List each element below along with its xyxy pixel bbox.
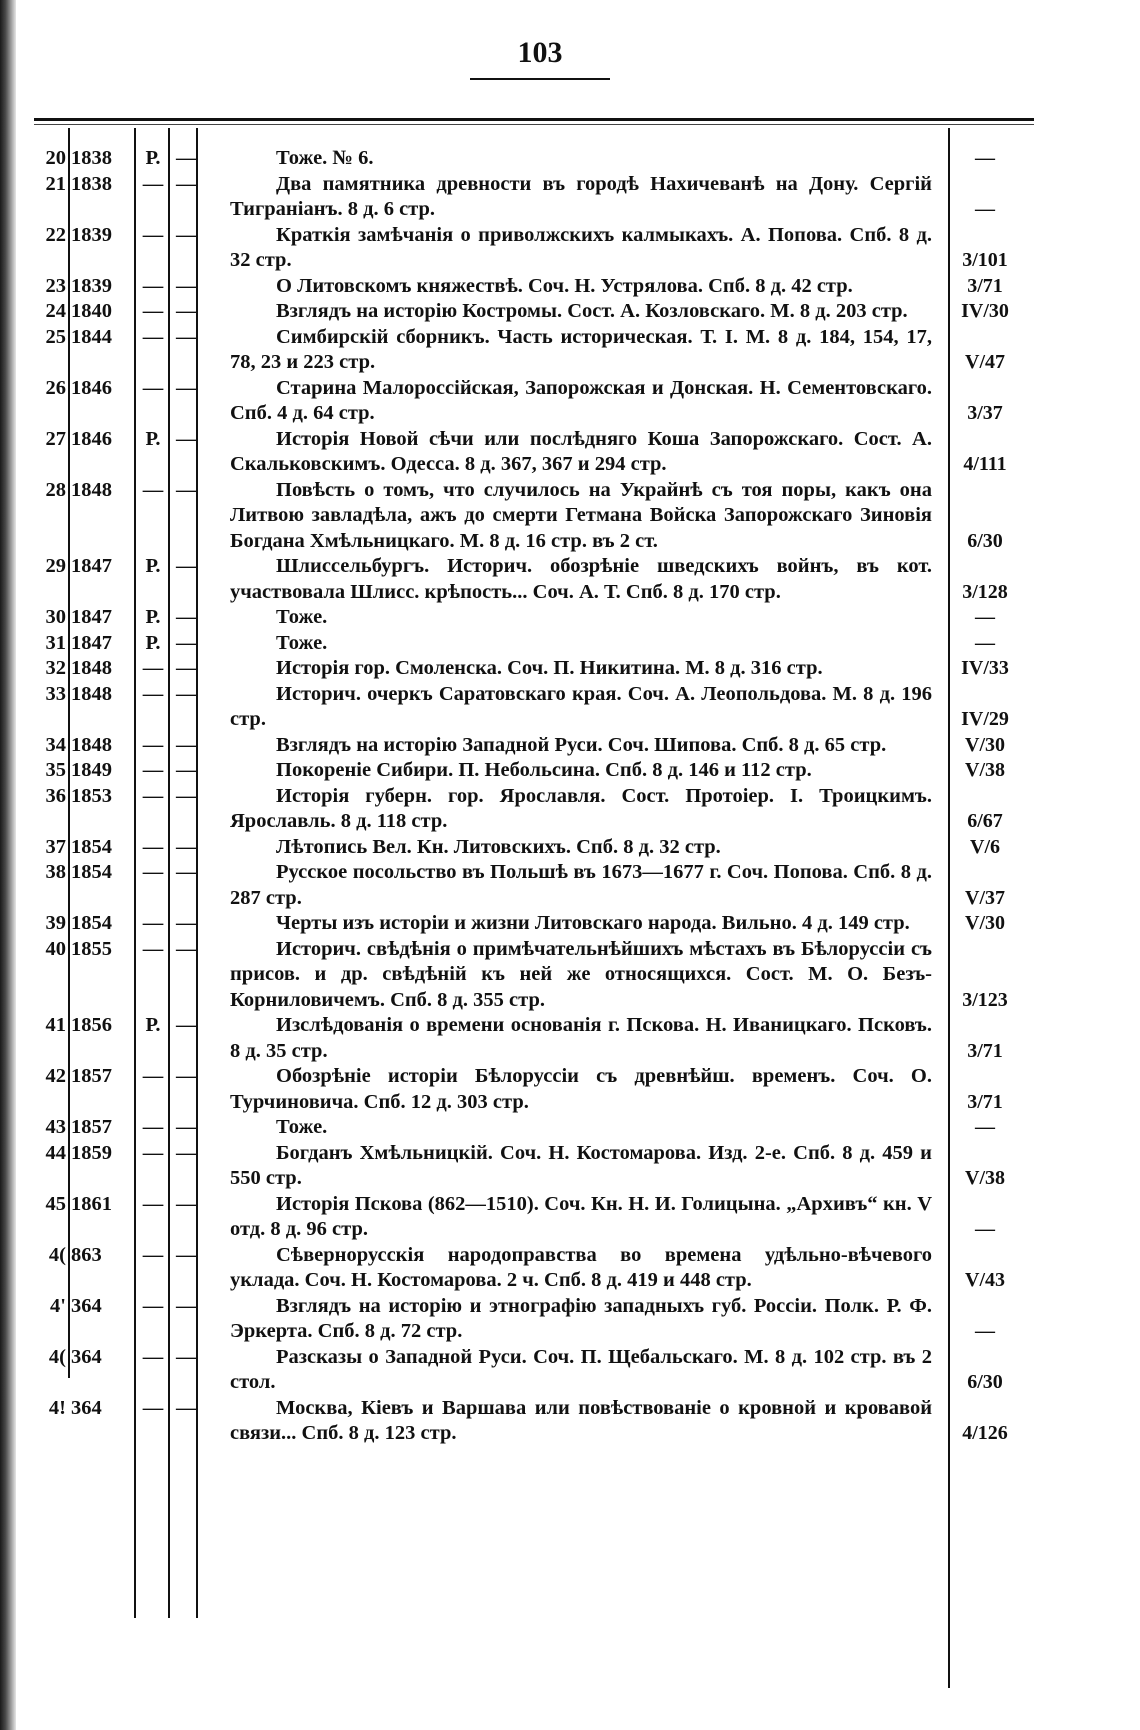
entry-year: 1859	[71, 1141, 112, 1164]
entry-mark: —	[142, 478, 164, 501]
entry-mark: —	[142, 1065, 164, 1087]
entry-reference: 6/30	[967, 1371, 1003, 1393]
entry-year: 1847	[71, 555, 112, 577]
entry-year: 1846	[71, 427, 112, 450]
entry-reference: 3/123	[962, 988, 1008, 1011]
catalog-entry	[24, 860, 1034, 911]
entry-number: 25	[45, 325, 66, 348]
entry-dash: —	[176, 427, 197, 450]
catalog-entry	[24, 146, 1034, 172]
entry-number: 32	[45, 657, 66, 679]
entry-reference: V/47	[965, 351, 1005, 373]
entry-year: 1848	[71, 682, 112, 705]
entry-year: 1847	[71, 606, 112, 628]
entry-title: Симбирскій сборникъ. Часть историческая. Т. I. М. 8 д. 184, 154, 17, 78, 23 и 223 стр.	[230, 325, 932, 373]
entry-dash: —	[176, 1192, 197, 1215]
entry-mark: —	[142, 376, 164, 399]
entry-dash: —	[176, 300, 197, 322]
entry-dash: —	[176, 682, 197, 705]
catalog-entry	[24, 656, 1034, 682]
entry-reference: 3/128	[962, 580, 1008, 603]
entry-title: Повѣсть о томъ, что случилось на Украйнѣ съ тоя поры, какъ она Литвою завладѣла, ажъ до смерти Гетмана Войска Запорожскаго Зиновія Богдана Хмѣльницкаго. М. 8 д. 16 стр. въ 2 ст.	[230, 478, 932, 552]
entry-mark: —	[142, 937, 164, 960]
catalog-entry	[24, 1064, 1034, 1115]
entry-reference: 3/71	[967, 1039, 1003, 1062]
entry-mark: Р.	[145, 147, 161, 169]
entry-mark: —	[142, 784, 164, 807]
entry-dash: —	[176, 759, 197, 781]
entry-mark: —	[142, 1192, 164, 1215]
catalog-entry	[24, 325, 1034, 376]
page-edge-shadow	[0, 0, 16, 1730]
entry-dash: —	[176, 555, 197, 577]
entry-year: 364	[71, 1396, 102, 1419]
entry-dash: —	[176, 274, 197, 297]
entry-mark: —	[142, 861, 164, 883]
entry-mark: —	[142, 657, 164, 679]
entry-dash: —	[176, 606, 197, 628]
entry-reference: IV/29	[961, 708, 1009, 730]
entry-title: Москва, Кіевъ и Варшава или повѣствованіе о кровной и кровавой связи... Спб. 8 д. 123 стр.	[230, 1396, 932, 1444]
entry-year: 1856	[71, 1014, 112, 1036]
entry-number: 33	[45, 682, 66, 705]
entry-reference: 4/111	[963, 453, 1007, 475]
entry-year: 1854	[71, 835, 112, 858]
entry-reference: V/43	[965, 1269, 1005, 1291]
catalog-entry	[24, 1294, 1034, 1345]
entry-mark: —	[142, 733, 164, 756]
entry-year: 1848	[71, 733, 112, 756]
entry-mark: —	[142, 223, 164, 246]
entry-dash: —	[176, 223, 197, 246]
entry-dash: —	[176, 1243, 197, 1266]
entry-mark: —	[142, 1345, 164, 1368]
entry-year: 1853	[71, 784, 112, 807]
entry-number: 42	[45, 1065, 66, 1087]
entry-year: 1839	[71, 274, 112, 297]
catalog-entry	[24, 427, 1034, 478]
entry-mark: Р.	[145, 555, 161, 577]
entry-dash: —	[176, 937, 197, 960]
entry-dash: —	[176, 1141, 197, 1164]
entry-number: 41	[45, 1014, 66, 1036]
entry-title: Тоже.	[276, 1116, 328, 1138]
entry-dash: —	[176, 784, 197, 807]
entry-mark: —	[142, 1396, 164, 1419]
catalog-entry	[24, 1396, 1034, 1447]
entry-reference: 3/71	[967, 1090, 1003, 1113]
catalog-entry	[24, 1013, 1034, 1064]
header-rule-thin	[34, 124, 1034, 125]
catalog-entry	[24, 554, 1034, 605]
entry-mark: —	[142, 325, 164, 348]
entry-year: 1839	[71, 223, 112, 246]
catalog-entry	[24, 274, 1034, 300]
entry-title: Тоже.	[276, 631, 328, 654]
entry-title: Старина Малороссійская, Запорожская и Донская. Н. Сементовскаго. Спб. 4 д. 64 стр.	[230, 376, 932, 424]
entry-year: 1838	[71, 172, 112, 195]
entry-title: Исторія губерн. гор. Ярославля. Сост. Протоіер. I. Троицкимъ. Ярославль. 8 д. 118 стр.	[230, 784, 932, 832]
entry-year: 1854	[71, 861, 112, 883]
entry-reference: 3/71	[967, 274, 1003, 297]
entry-reference: 6/30	[967, 529, 1003, 552]
catalog-entry	[24, 835, 1034, 861]
entry-title: Взглядъ на исторію Костромы. Сост. А. Козловскаго. М. 8 д. 203 стр.	[276, 300, 908, 322]
entry-dash: —	[176, 631, 197, 654]
entry-mark: —	[142, 682, 164, 705]
entry-year: 1857	[71, 1116, 112, 1138]
entry-mark: —	[142, 835, 164, 858]
entry-reference: IV/33	[961, 657, 1009, 679]
catalog-entry	[24, 1243, 1034, 1294]
entry-dash: —	[176, 1396, 197, 1419]
entry-number: 4!	[48, 1396, 66, 1419]
entry-dash: —	[176, 1116, 197, 1138]
catalog-entry	[24, 605, 1034, 631]
entry-reference: —	[975, 1218, 995, 1240]
entry-dash: —	[176, 861, 197, 883]
catalog-entry	[24, 758, 1034, 784]
entry-title: Черты изъ исторіи и жизни Литовскаго народа. Вильно. 4 д. 149 стр.	[276, 912, 910, 934]
catalog-entry	[24, 478, 1034, 555]
entry-mark: Р.	[145, 1014, 161, 1036]
entry-year: 1857	[71, 1065, 112, 1087]
entry-number: 45	[45, 1192, 66, 1215]
entry-reference: —	[975, 631, 995, 654]
entry-year: 1848	[71, 657, 112, 679]
entry-number: 24	[45, 300, 66, 322]
entry-reference: 6/67	[967, 810, 1003, 832]
catalog-entry	[24, 299, 1034, 325]
entry-number: 21	[45, 172, 66, 195]
catalog-entry	[24, 911, 1034, 937]
entry-year: 364	[71, 1294, 102, 1317]
page-number-underline	[470, 78, 610, 80]
entry-number: 26	[45, 376, 66, 399]
entry-reference: V/6	[970, 835, 1000, 858]
entry-dash: —	[176, 733, 197, 756]
entry-dash: —	[176, 1345, 197, 1368]
catalog-entry	[24, 172, 1034, 223]
entry-mark: —	[142, 1243, 164, 1266]
entry-number: 30	[45, 606, 66, 628]
entry-year: 863	[71, 1243, 102, 1266]
entry-dash: —	[176, 1294, 197, 1317]
entry-mark: Р.	[145, 631, 161, 654]
entry-title: Лѣтопись Вел. Кн. Литовскихъ. Спб. 8 д. 32 стр.	[276, 835, 721, 858]
entry-number: 20	[45, 147, 66, 169]
catalog-entry	[24, 1115, 1034, 1141]
entry-number: 34	[45, 733, 66, 756]
entry-title: Исторія Новой сѣчи или послѣдняго Коша Запорожскаго. Сост. А. Скальковскимъ. Одесса. 8 д. 367, 367 и 294 стр.	[230, 427, 932, 475]
entry-reference: 4/126	[962, 1422, 1008, 1444]
catalog-entry	[24, 1141, 1034, 1192]
page-number: 103	[517, 36, 563, 69]
entry-number: 39	[45, 912, 66, 934]
entry-year: 1854	[71, 912, 112, 934]
entry-title: Историч. свѣдѣнія о примѣчательнѣйшихъ мѣстахъ въ Бѣлоруссіи съ присов. и др. свѣдѣній къ ней же относящихся. Сост. М. О. Безъ-Корниловичемъ. Спб. 8 д. 355 стр.	[230, 937, 932, 1011]
entry-reference: V/30	[965, 912, 1005, 934]
entry-reference: —	[975, 606, 995, 628]
entry-number: 44	[45, 1141, 66, 1164]
entry-reference: IV/30	[961, 300, 1009, 322]
entry-title: Сѣвернорусскія народоправства во времена удѣльно-вѣчевого уклада. Соч. Н. Костомарова. 2 ч. Спб. 8 д. 419 и 448 стр.	[230, 1243, 932, 1291]
entry-dash: —	[176, 1014, 197, 1036]
entry-reference: 3/37	[967, 402, 1003, 424]
entry-title: Разсказы о Западной Руси. Соч. П. Щебальскаго. М. 8 д. 102 стр. въ 2 стол.	[230, 1345, 932, 1393]
entry-reference: V/30	[965, 733, 1005, 756]
entry-title: Шлиссельбургъ. Историч. обозрѣніе шведскихъ войнъ, въ кот. участвовала Шлисс. крѣпость... Соч. А. Т. Спб. 8 д. 170 стр.	[230, 555, 932, 603]
entry-year: 1848	[71, 478, 112, 501]
entry-dash: —	[176, 657, 197, 679]
entry-title: Краткія замѣчанія о приволжскихъ калмыкахъ. А. Попова. Спб. 8 д. 32 стр.	[230, 223, 932, 271]
entry-number: 23	[45, 274, 66, 297]
header-rule	[34, 118, 1034, 121]
catalog-entry	[24, 631, 1034, 657]
catalog-entry	[24, 784, 1034, 835]
entry-number: 4'	[50, 1294, 66, 1317]
entry-title: О Литовскомъ княжествѣ. Соч. Н. Устрялова. Спб. 8 д. 42 стр.	[276, 274, 853, 297]
entry-title: Исторія гор. Смоленска. Соч. П. Никитина. М. 8 д. 316 стр.	[276, 657, 823, 679]
entry-dash: —	[176, 325, 197, 348]
entry-mark: —	[142, 300, 164, 322]
entry-number: 28	[45, 478, 66, 501]
entry-mark: —	[142, 1294, 164, 1317]
entry-number: 37	[45, 835, 66, 858]
entry-reference: V/38	[965, 759, 1005, 781]
entry-number: 35	[45, 759, 66, 781]
entry-title: Изслѣдованія о времени основанія г. Пскова. Н. Иваницкаго. Псковъ. 8 д. 35 стр.	[230, 1014, 932, 1062]
catalog-entry	[24, 1345, 1034, 1396]
entry-number: 4(	[48, 1345, 66, 1368]
entry-title: Два памятника древности въ городѣ Нахичеванѣ на Дону. Сергій Тиграніанъ. 8 д. 6 стр.	[230, 172, 932, 220]
entry-dash: —	[176, 912, 197, 934]
entry-mark: —	[142, 1116, 164, 1138]
catalog-entry	[24, 223, 1034, 274]
entry-dash: —	[176, 1065, 197, 1087]
entry-year: 1838	[71, 147, 112, 169]
entry-number: 43	[45, 1116, 66, 1138]
entry-dash: —	[176, 147, 197, 169]
entry-reference: —	[975, 1320, 995, 1342]
entry-number: 29	[45, 555, 66, 577]
entry-reference: 3/101	[962, 249, 1008, 271]
entry-year: 1847	[71, 631, 112, 654]
entry-number: 27	[45, 427, 66, 450]
entry-reference: V/37	[965, 886, 1005, 909]
entry-number: 22	[45, 223, 66, 246]
entry-number: 31	[45, 631, 66, 654]
entry-dash: —	[176, 478, 197, 501]
entry-title: Взглядъ на исторію и этнографію западныхъ губ. Россіи. Полк. Р. Ф. Эркерта. Спб. 8 д. 72 стр.	[230, 1294, 932, 1342]
entry-reference: —	[975, 1116, 995, 1138]
entry-mark: —	[142, 1141, 164, 1164]
entry-title: Обозрѣніе исторіи Бѣлоруссіи съ древнѣйш. временъ. Соч. О. Турчиновича. Спб. 12 д. 303 стр.	[230, 1065, 932, 1113]
entry-year: 1861	[71, 1192, 112, 1215]
entry-year: 1844	[71, 325, 112, 348]
entry-mark: Р.	[145, 427, 161, 450]
catalog-entry	[24, 1192, 1034, 1243]
catalog-entry	[24, 682, 1034, 733]
entry-year: 364	[71, 1345, 102, 1368]
entry-title: Тоже. № 6.	[276, 147, 374, 169]
entry-title: Тоже.	[276, 606, 328, 628]
entry-year: 1849	[71, 759, 112, 781]
entry-year: 1840	[71, 300, 112, 322]
entry-mark: Р.	[145, 606, 161, 628]
entry-mark: —	[142, 912, 164, 934]
entry-title: Взглядъ на исторію Западной Руси. Соч. Шипова. Спб. 8 д. 65 стр.	[276, 733, 887, 756]
entry-title: Богданъ Хмѣльницкій. Соч. Н. Костомарова. Изд. 2-е. Спб. 8 д. 459 и 550 стр.	[230, 1141, 932, 1189]
entry-dash: —	[176, 835, 197, 858]
entry-number: 36	[45, 784, 66, 807]
catalog-entry	[24, 376, 1034, 427]
entry-mark: —	[142, 172, 164, 195]
entry-title: Русское посольство въ Польшѣ въ 1673—1677 г. Соч. Попова. Спб. 8 д. 287 стр.	[230, 861, 932, 909]
entry-number: 38	[45, 861, 66, 883]
entry-dash: —	[176, 376, 197, 399]
catalog-entry	[24, 733, 1034, 759]
entry-mark: —	[142, 274, 164, 297]
entry-year: 1846	[71, 376, 112, 399]
entry-title: Исторія Пскова (862—1510). Соч. Кн. Н. И. Голицына. „Архивъ“ кн. V отд. 8 д. 96 стр.	[230, 1192, 932, 1240]
entry-mark: —	[142, 759, 164, 781]
entry-reference: —	[975, 147, 995, 169]
entry-reference: —	[975, 198, 995, 220]
entry-title: Историч. очеркъ Саратовскаго края. Соч. А. Леопольдова. М. 8 д. 196 стр.	[230, 682, 932, 730]
catalog-entry	[24, 937, 1034, 1014]
entry-year: 1855	[71, 937, 112, 960]
entry-dash: —	[176, 172, 197, 195]
entry-title: Покореніе Сибири. П. Небольсина. Спб. 8 д. 146 и 112 стр.	[276, 759, 812, 781]
catalog-entries	[24, 146, 1034, 1447]
entry-number: 40	[45, 937, 66, 960]
entry-reference: V/38	[965, 1167, 1005, 1189]
entry-number: 4(	[48, 1243, 66, 1266]
